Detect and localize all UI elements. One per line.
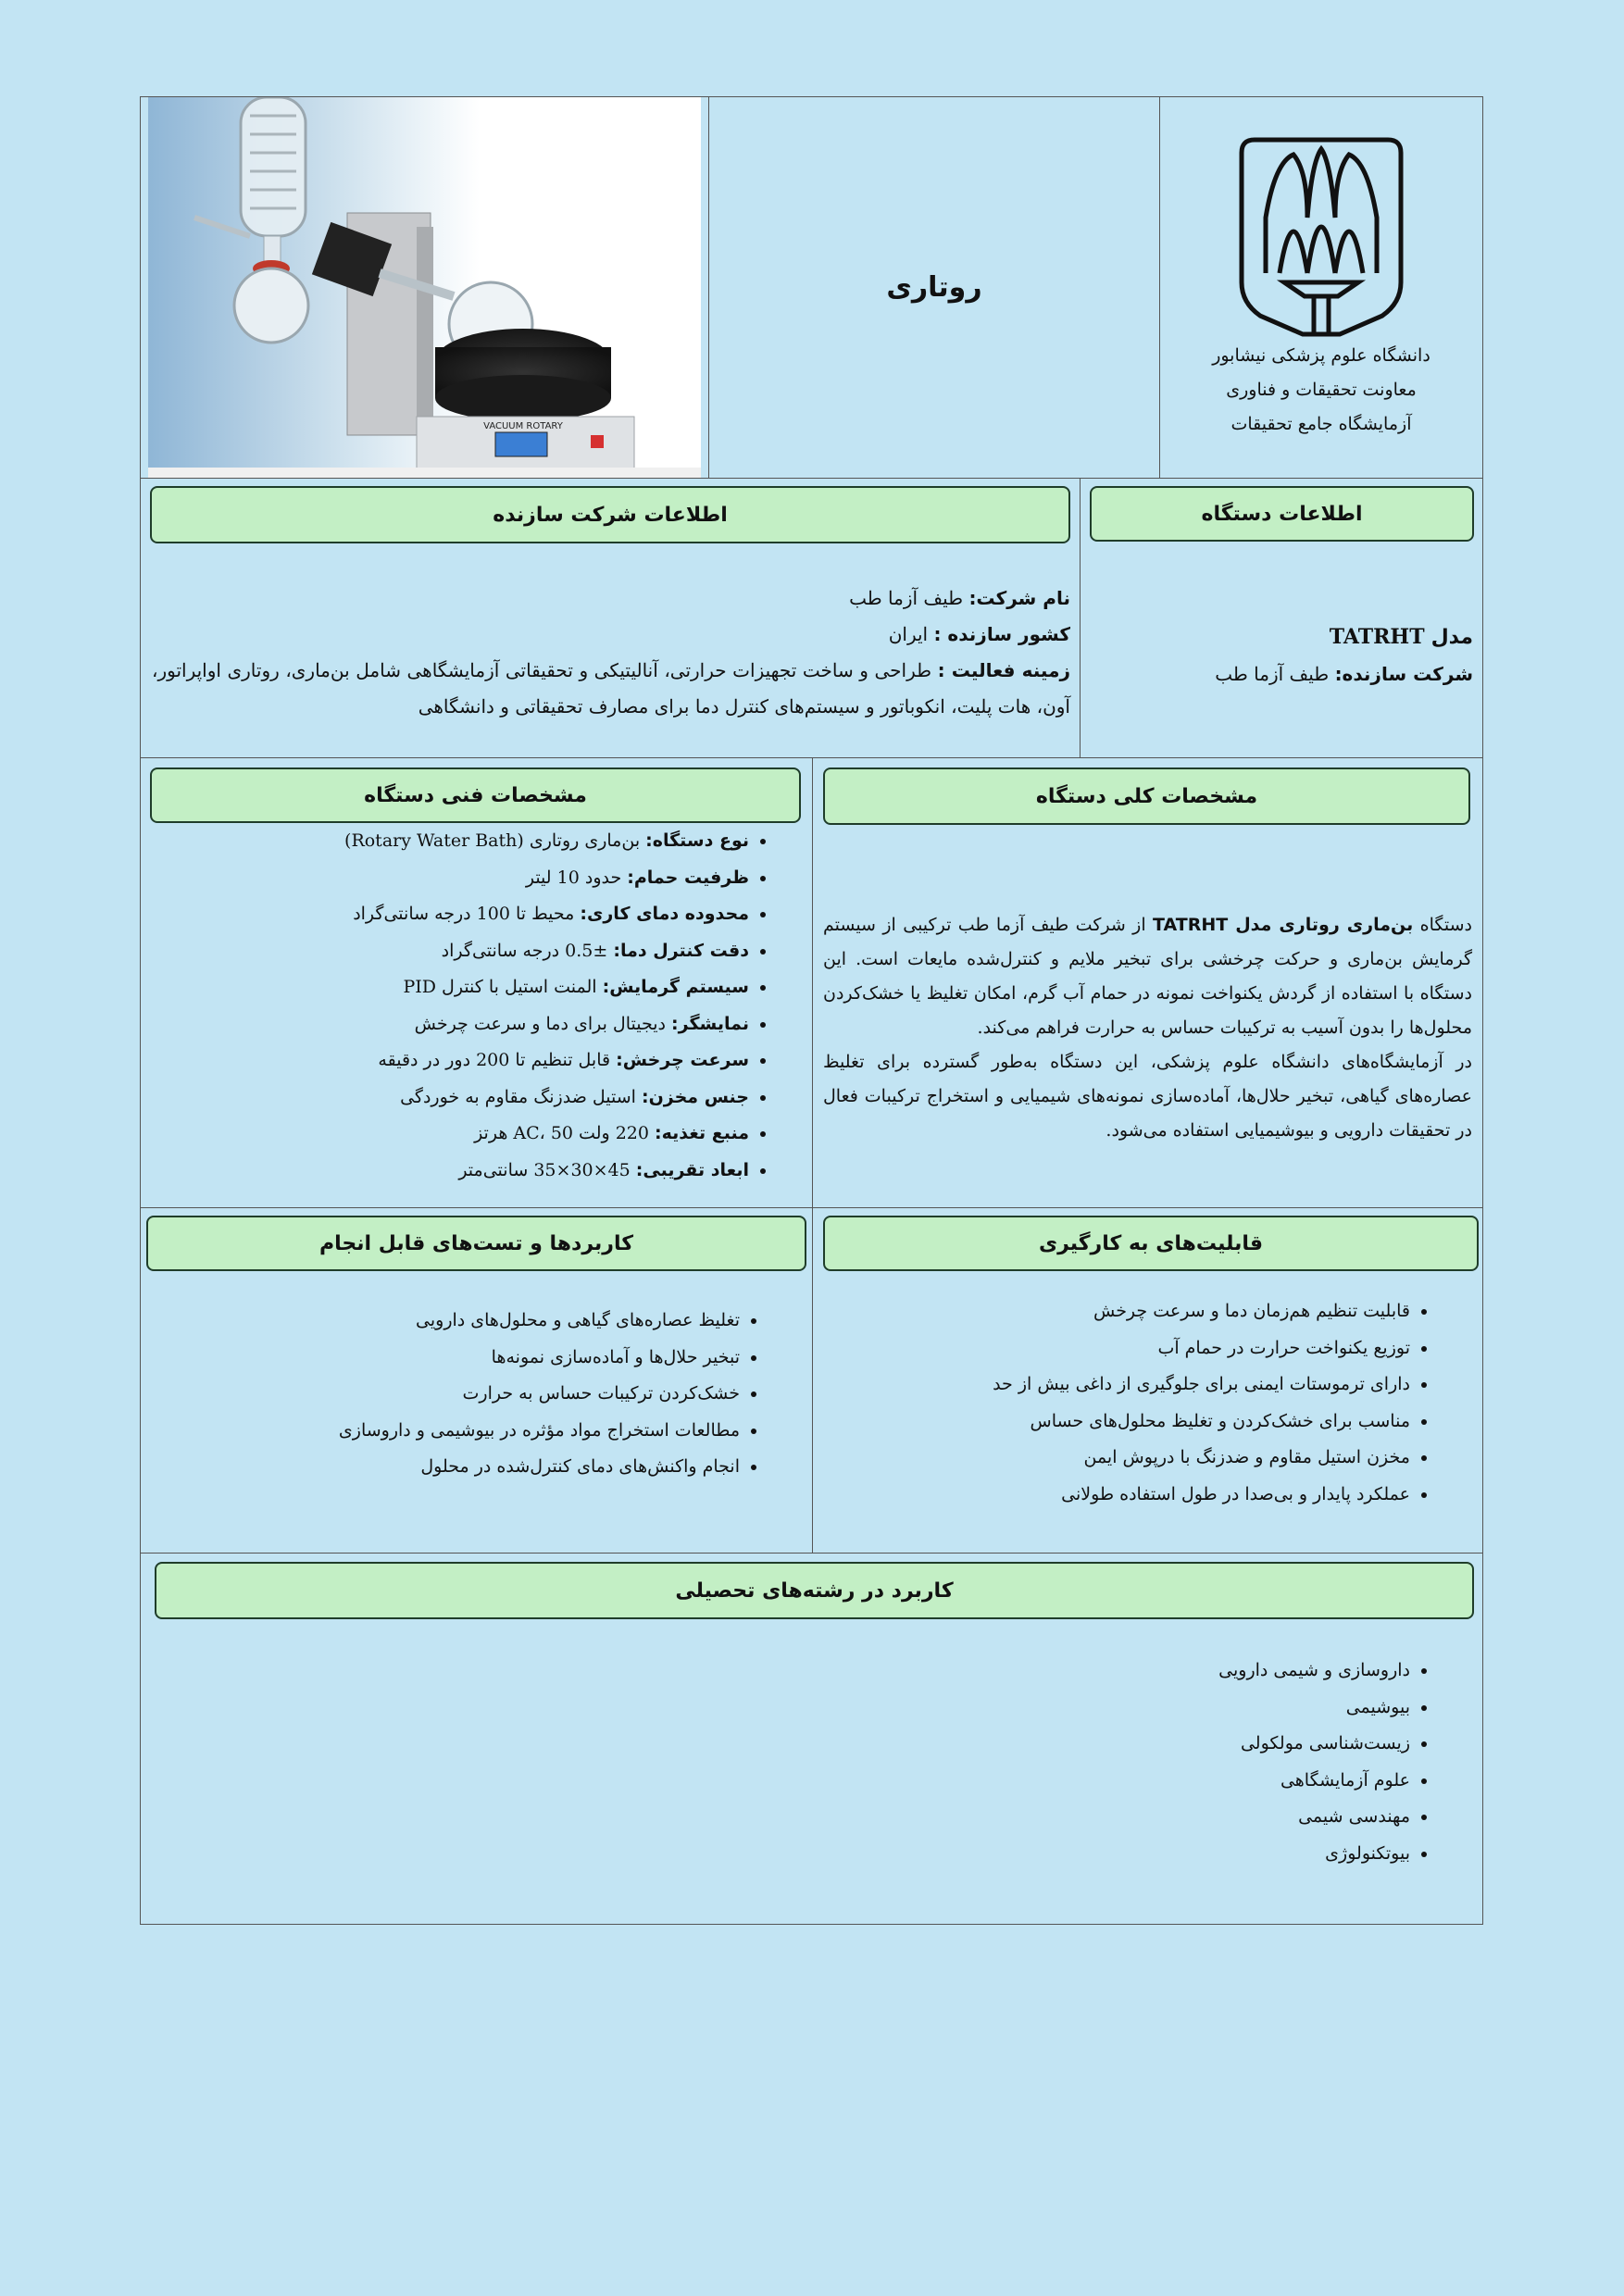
general-specs-cell	[813, 758, 1482, 1207]
list-item: • منبع تغذیه: 220 ولت AC، 50 هرتز	[344, 1116, 749, 1153]
list-item: • تبخیر حلال‌ها و آماده‌سازی نمونه‌ها	[339, 1340, 740, 1377]
list-item: • محدوده دمای کاری: محیط تا 100 درجه سانتی‌گراد	[344, 896, 749, 933]
company-name: نام شرکت: طیف آزما طب	[849, 587, 1070, 609]
list-item: • تغلیظ عصاره‌های گیاهی و محلول‌های دارویی	[339, 1303, 740, 1340]
list-item: • جنس مخزن: استیل ضدزنگ مقاوم به خوردگی	[344, 1079, 749, 1117]
list-item: • مخزن استیل مقاوم و ضدزنگ با درپوش ایمن	[993, 1440, 1410, 1477]
tech-specs-cell	[141, 758, 812, 1207]
company-country: کشور سازنده : ایران	[888, 623, 1070, 645]
device-info-heading: اطلاعات دستگاه	[1090, 486, 1474, 542]
device-photo	[148, 97, 701, 478]
general-specs-heading: مشخصات کلی دستگاه	[823, 767, 1470, 825]
applications-heading: کاربردها و تست‌های قابل انجام	[146, 1216, 806, 1271]
applications-list	[339, 1303, 775, 1486]
general-specs-text: دستگاه بن‌ماری روتاری مدل TATRHT از شرکت طیف آزما طب ترکیبی از سیستم گرمایش بن‌ماری و حرکت چرخشی برای تبخیر ملایم و کنترل‌شده مایعات است. این دستگاه با استفاده از گردش یکنواخت نمونه در حمام آب گرم، امکان تغلیظ یا خشک‌کردن محلول‌ها را بدون آسیب به ترکیبات حساس به حرارت فراهم می‌کند. در آزمایشگاه‌های دانشگاه علوم پزشکی، این دستگاه به‌طور گسترده برای تغلیظ عصاره‌های گیاهی، تبخیر حلال‌ها، آماده‌سازی نمونه‌های شیمیایی و استخراج ترکیبات فعال در تحقیقات دارویی و بیوشیمیایی استفاده می‌شود.	[823, 915, 1472, 1141]
list-item: • ظرفیت حمام: حدود 10 لیتر	[344, 860, 749, 897]
lab-name: آزمایشگاه جامع تحقیقات	[1230, 414, 1412, 434]
rotary-evaporator-image	[148, 97, 701, 478]
list-item: • سرعت چرخش: قابل تنظیم تا 200 دور در دقیقه	[344, 1042, 749, 1079]
list-item: • نمایشگر: دیجیتال برای دما و سرعت چرخش	[344, 1006, 749, 1043]
list-item: • قابلیت تنظیم هم‌زمان دما و سرعت چرخش	[993, 1293, 1410, 1330]
deputy-name: معاونت تحقیقات و فناوری	[1226, 380, 1417, 400]
list-item: • عملکرد پایدار و بی‌صدا در طول استفاده طولانی	[993, 1477, 1410, 1514]
company-info-cell	[141, 479, 1080, 757]
applications-cell	[141, 1208, 812, 1553]
device-maker: شرکت سازنده: طیف آزما طب	[1215, 663, 1473, 685]
list-item: • انجام واکنش‌های دمای کنترل‌شده در محلول	[339, 1449, 740, 1486]
university-name: دانشگاه علوم پزشکی نیشابور	[1212, 345, 1430, 366]
list-item: • بیوتکنولوژی	[1218, 1836, 1410, 1873]
capabilities-row	[141, 1208, 1482, 1554]
tech-specs-list	[344, 823, 784, 1189]
list-item: • دارای ترموستات ایمنی برای جلوگیری از داغی بیش از حد	[993, 1366, 1410, 1404]
university-logo-icon	[1238, 134, 1405, 343]
list-item: • نوع دستگاه: بن‌ماری روتاری (Rotary Water Bath)	[344, 823, 749, 860]
capabilities-cell	[813, 1208, 1482, 1553]
title-cell	[709, 97, 1159, 478]
datasheet	[140, 96, 1483, 1925]
list-item: • مطالعات استخراج مواد مؤثره در بیوشیمی و داروسازی	[339, 1413, 740, 1450]
top-row	[141, 97, 1482, 479]
device-info-cell	[1081, 479, 1482, 757]
list-item: • دقت کنترل دما: ±0.5 درجه سانتی‌گراد	[344, 933, 749, 970]
tech-specs-heading: مشخصات فنی دستگاه	[150, 767, 801, 823]
list-item: • ابعاد تقریبی: 45×30×35 سانتی‌متر	[344, 1153, 749, 1190]
fields-list	[1218, 1653, 1445, 1872]
list-item: • مهندسی شیمی	[1218, 1799, 1410, 1836]
list-item: • بیوشیمی	[1218, 1690, 1410, 1727]
company-details	[152, 580, 1070, 725]
list-item: • خشک‌کردن ترکیبات حساس به حرارت	[339, 1376, 740, 1413]
fields-heading: کاربرد در رشته‌های تحصیلی	[155, 1562, 1474, 1619]
list-item: • زیست‌شناسی مولکولی	[1218, 1726, 1410, 1763]
device-model: مدل TATRHT	[1329, 625, 1473, 649]
capabilities-list	[993, 1293, 1445, 1513]
company-activity: زمینه فعالیت : طراحی و ساخت تجهیزات حرارتی، آنالیتیکی و تحقیقاتی آزمایشگاهی شامل بن‌ماری، روتاری اواپراتور، آون، هات پلیت، انکوباتور و سیستم‌های کنترل دما برای مصارف تحقیقاتی و دانشگاهی	[152, 659, 1070, 718]
list-item: • توزیع یکنواخت حرارت در حمام آب	[993, 1330, 1410, 1367]
company-info-heading: اطلاعات شرکت سازنده	[150, 486, 1070, 543]
list-item: • علوم آزمایشگاهی	[1218, 1763, 1410, 1800]
page-title: روتاری	[886, 271, 982, 304]
fields-row	[141, 1554, 1482, 1924]
panel-label: VACUUM ROTARY	[483, 421, 563, 431]
list-item: • سیستم گرمایش: المنت استیل با کنترل PID	[344, 969, 749, 1006]
logo-cell	[1160, 97, 1482, 478]
specs-row	[141, 758, 1482, 1208]
list-item: • مناسب برای خشک‌کردن و تغلیظ محلول‌های حساس	[993, 1404, 1410, 1441]
list-item: • داروسازی و شیمی دارویی	[1218, 1653, 1410, 1690]
capabilities-heading: قابلیت‌های به کارگیری	[823, 1216, 1479, 1271]
info-row	[141, 479, 1482, 758]
